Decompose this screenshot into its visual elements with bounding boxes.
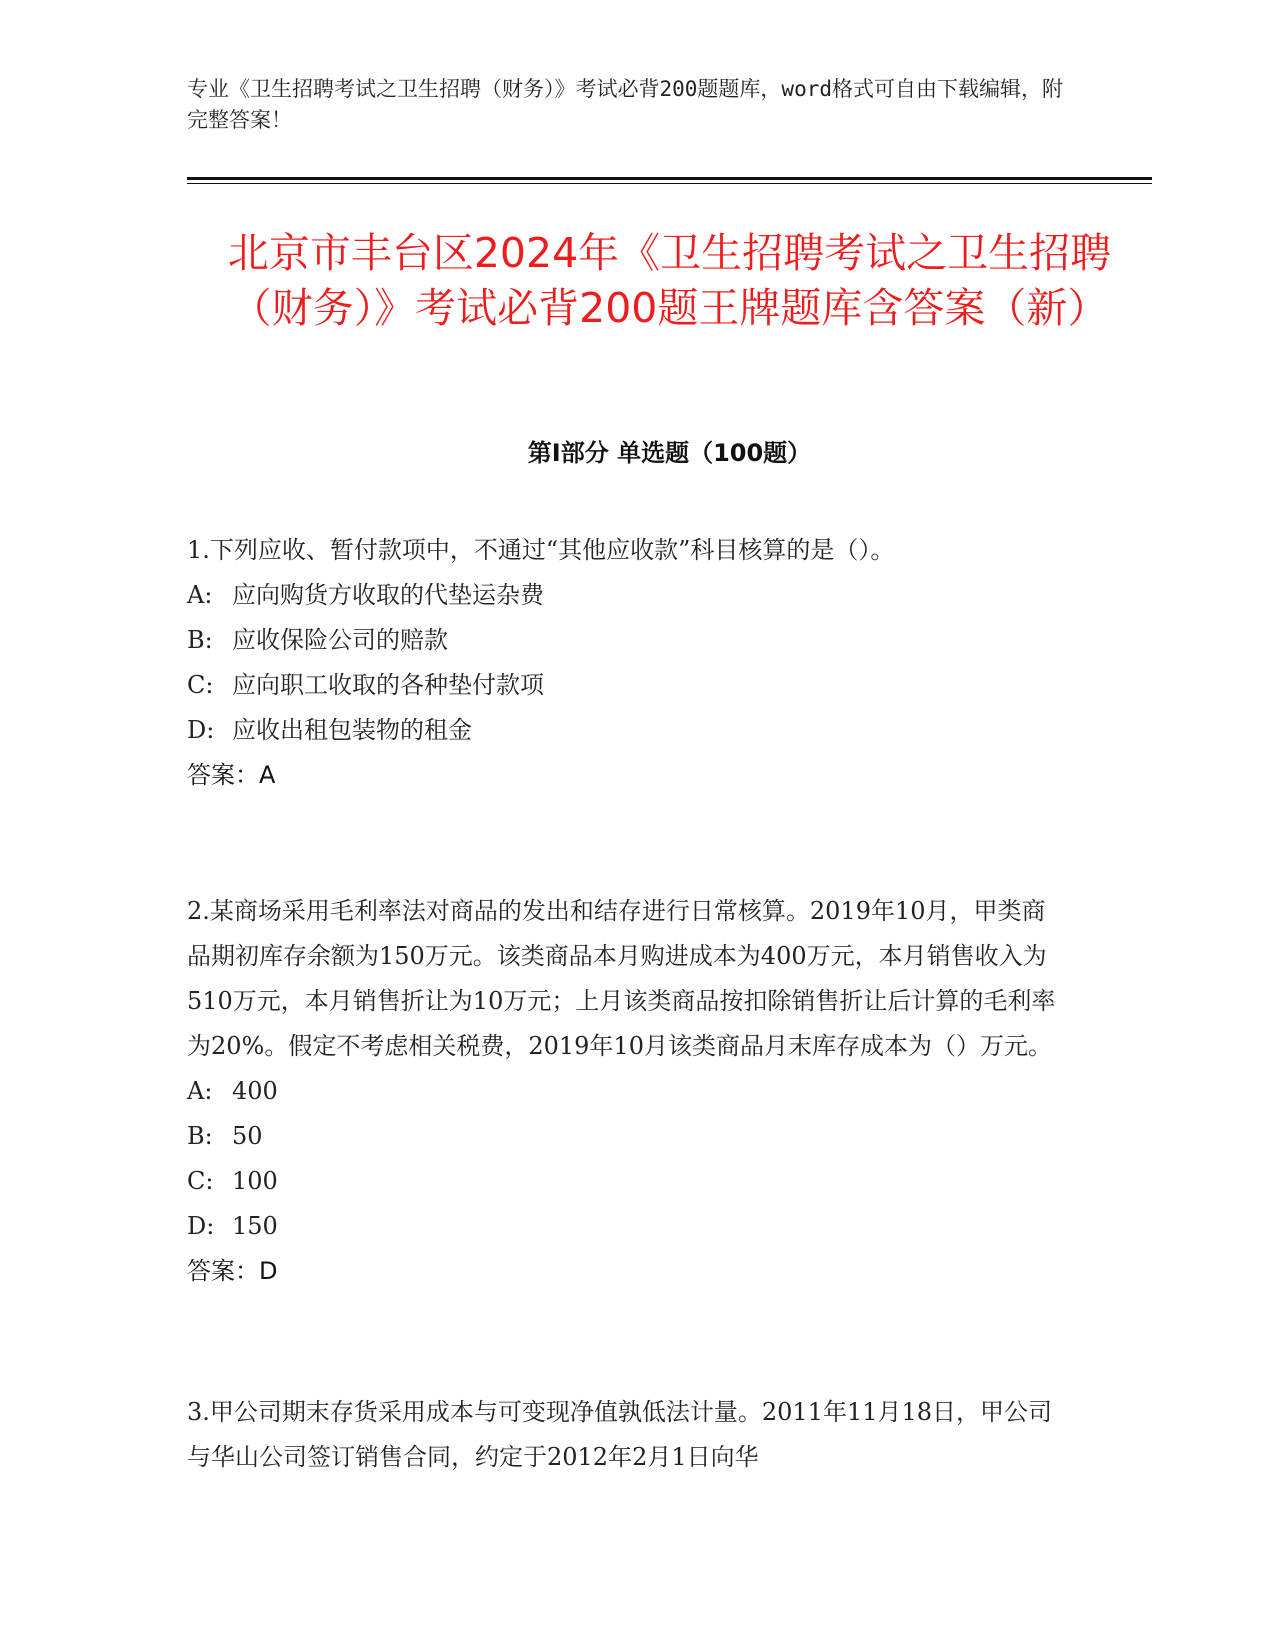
option-key: C: xyxy=(187,671,214,699)
option-key: A: xyxy=(187,581,213,609)
option-text: 100 xyxy=(232,1167,278,1195)
option-key: B: xyxy=(187,1122,213,1150)
option-text: 应向职工收取的各种垫付款项 xyxy=(232,671,544,699)
option-text: 应收出租包装物的租金 xyxy=(232,716,472,744)
section-heading: 第I部分 单选题（100题） xyxy=(527,439,812,467)
option-b xyxy=(187,618,1067,663)
option-c xyxy=(187,1159,1067,1204)
option-key: D: xyxy=(187,1212,215,1240)
option-d xyxy=(187,1204,1067,1249)
option-key: C: xyxy=(187,1167,214,1195)
option-text: 400 xyxy=(232,1077,278,1105)
option-key: A: xyxy=(187,1077,213,1105)
option-text: 应向购货方收取的代垫运杂费 xyxy=(232,581,544,609)
question-1 xyxy=(187,528,1067,798)
question-2 xyxy=(187,889,1067,1294)
option-a xyxy=(187,573,1067,618)
option-key: B: xyxy=(187,626,213,654)
option-text: 应收保险公司的赔款 xyxy=(232,626,448,654)
option-text: 150 xyxy=(232,1212,278,1240)
intro-text: 专业《卫生招聘考试之卫生招聘（财务）》考试必背200题题库，word格式可自由下载编辑，附完整答案！ xyxy=(187,77,1063,132)
option-a xyxy=(187,1069,1067,1114)
question-3 xyxy=(187,1390,1067,1480)
answer-line: 答案：A xyxy=(187,761,276,789)
question-stem: 1.下列应收、暂付款项中，不通过“其他应收款”科目核算的是（）。 xyxy=(187,536,895,564)
header-divider-thick xyxy=(187,177,1152,180)
document-title: 北京市丰台区2024年《卫生招聘考试之卫生招聘（财务）》考试必背200题王牌题库含答案（新） xyxy=(227,229,1112,332)
header-divider-thin xyxy=(187,183,1152,184)
question-stem: 3.甲公司期末存货采用成本与可变现净值孰低法计量。2011年11月18日，甲公司与华山公司签订销售合同，约定于2012年2月1日向华 xyxy=(187,1398,1053,1471)
question-stem: 2.某商场采用毛利率法对商品的发出和结存进行日常核算。2019年10月，甲类商品期初库存余额为150万元。该类商品本月购进成本为400万元，本月销售收入为510万元，本月销售折让为10万元；上月该类商品按扣除销售折让后计算的毛利率为20%。假定不考虑相关税费，2019年10月该类商品月末库存成本为（）万元。 xyxy=(187,897,1056,1060)
option-key: D: xyxy=(187,716,215,744)
answer-line: 答案：D xyxy=(187,1257,278,1285)
option-c xyxy=(187,663,1067,708)
option-text: 50 xyxy=(232,1122,263,1150)
option-d xyxy=(187,708,1067,753)
option-b xyxy=(187,1114,1067,1159)
